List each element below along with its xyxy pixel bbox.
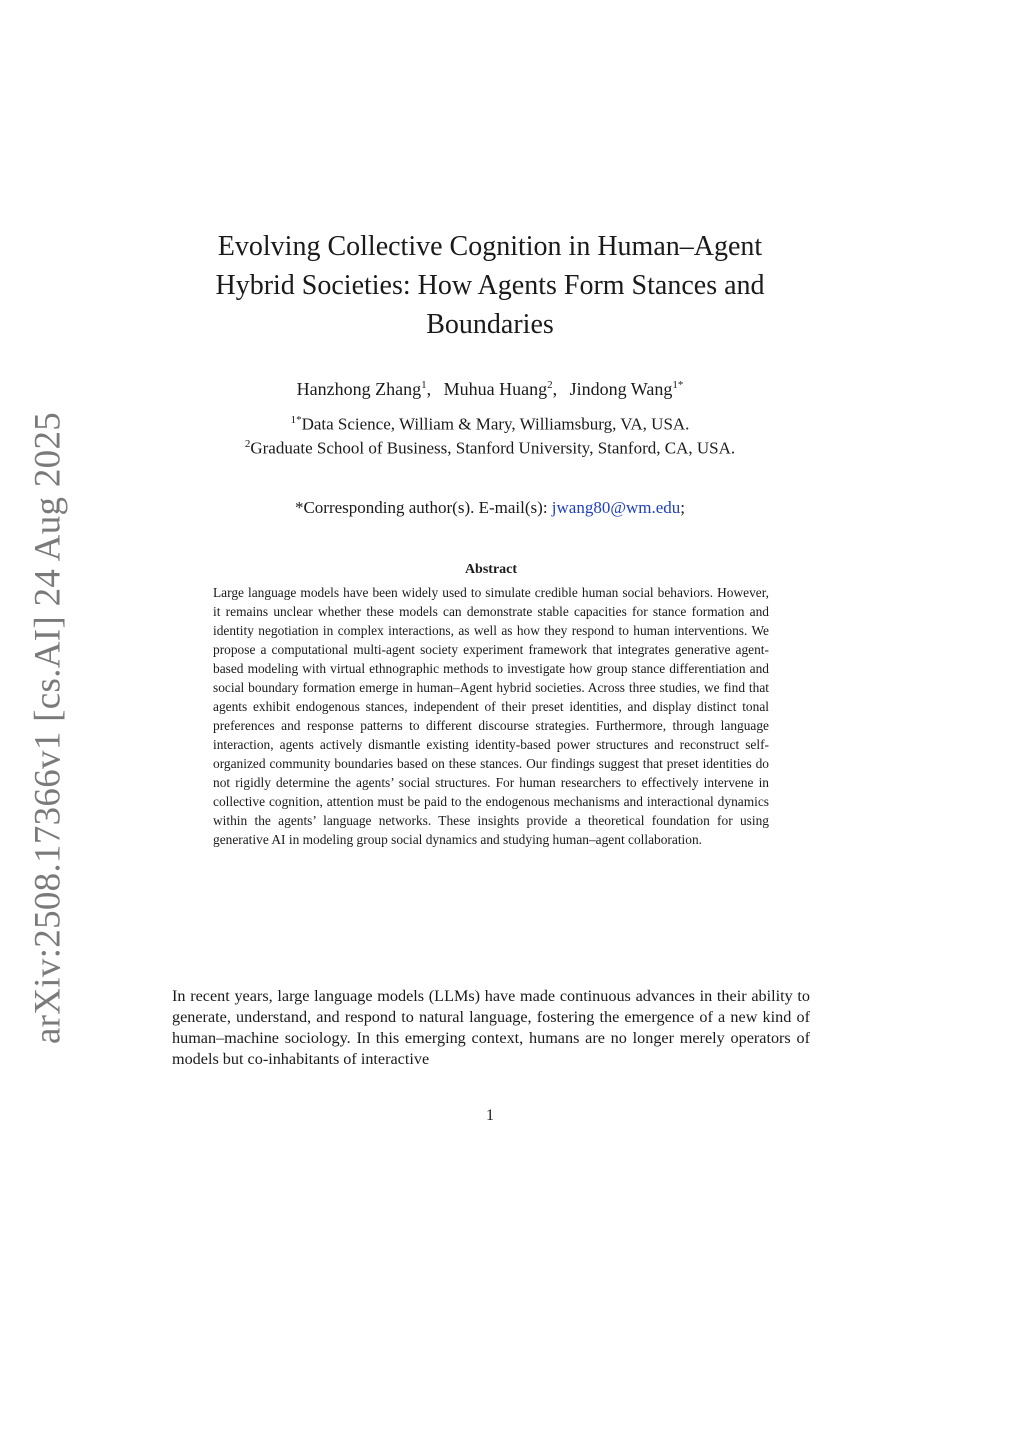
arxiv-stamp: arXiv:2508.17366v1 [cs.AI] 24 Aug 2025 bbox=[27, 411, 69, 1045]
author-list bbox=[190, 372, 790, 402]
author: Muhua Huang$^2$, bbox=[443, 379, 558, 399]
corresponding-email-link[interactable]: jwang80@wm.edu bbox=[551, 498, 681, 517]
author-affiliation-mark: 1 bbox=[421, 379, 427, 391]
affiliation-mark: 1* bbox=[290, 414, 302, 426]
corresponding-author bbox=[170, 496, 810, 520]
affiliation-mark: 2 bbox=[244, 438, 251, 450]
affiliation-text: Graduate School of Business, Stanford University, Stanford, CA, USA. bbox=[250, 438, 736, 458]
author-name: Jindong Wang bbox=[569, 379, 673, 399]
corresponding-suffix: ; bbox=[680, 498, 686, 517]
author bbox=[570, 379, 684, 399]
affiliation-text: Data Science, William & Mary, Williamsburg, VA, USA. bbox=[301, 414, 690, 434]
abstract-text: Large language models have been widely used to simulate credible human social behaviors. However, it remains unclear whether these models can demonstrate stable capacities for stance formation and identity negotiation in complex interactions, as well as how they respond to human interventions. We propose a computational multi-agent society experiment framework that integrates generative agent-based modeling with virtual ethnographic methods to investigate how group stance differentiation and social boundary formation emerge in human–Agent hybrid societies. Across three studies, we find that agents exhibit endogenous stances, independent of their preset identities, and display distinct tonal preferences and response patterns to different discourse strategies. Furthermore, through language interaction, agents actively dismantle existing identity-based power structures and reconstruct self-organized community boundaries based on these stances. Our findings suggest that preset identities do not rigidly determine the agents’ social structures. For human researchers to effectively intervene in collective cognition, attention must be paid to the endogenous mechanisms and interactional dynamics within the agents’ language networks. These insights provide a theoretical foundation for using generative AI in modeling group social dynamics and studying human–agent collaboration. bbox=[213, 585, 769, 847]
abstract-heading: Abstract bbox=[464, 562, 518, 577]
paper-title: Evolving Collective Cognition in Human–Agent Hybrid Societies: How Agents Form Stances and Boundaries bbox=[215, 231, 765, 340]
author-affiliation-mark: 1* bbox=[672, 379, 684, 391]
author-name: Hanzhong Zhang bbox=[296, 379, 422, 399]
author-name: Muhua Huang bbox=[443, 379, 548, 399]
intro-paragraph: In recent years, large language models (LLMs) have made continuous advances in their ability to generate, understand, and respond to natural language, fostering the emergence of a new kind of human–machine sociology. In this emerging context, humans are no longer merely operators of models but co-inhabitants of interactive bbox=[172, 987, 810, 1068]
page-number: 1 bbox=[486, 1107, 494, 1124]
affiliation bbox=[170, 432, 810, 461]
author-affiliation-mark: 2 bbox=[547, 379, 553, 391]
author: Hanzhong Zhang$^1$, bbox=[296, 379, 432, 399]
corresponding-label: *Corresponding author(s). E-mail(s): bbox=[294, 498, 548, 517]
